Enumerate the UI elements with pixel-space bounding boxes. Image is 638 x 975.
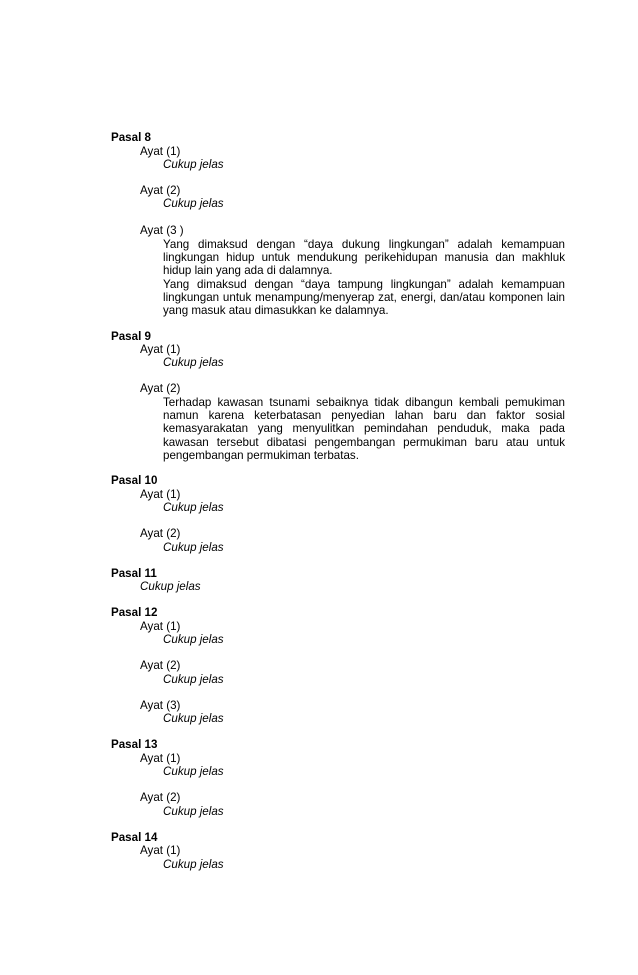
pasal-8-ayat-1-text: Cukup jelas <box>163 158 224 171</box>
pasal-11-text: Cukup jelas <box>140 580 201 593</box>
pasal-9-ayat-2-paragraph: Terhadap kawasan tsunami sebaiknya tidak dibangun kembali pemukiman namun karena keterbatasan penyedian lahan baru dan faktor sosial kemasyarakatan yang menyulitkan pemindahan penduduk, maka pada kawasan tersebut dibatasi pengembangan permukiman baru atau untuk pengembangan permukiman terbatas. <box>163 396 565 462</box>
pasal-9-ayat-1-text: Cukup jelas <box>163 356 224 369</box>
pasal-13-ayat-2-text: Cukup jelas <box>163 805 224 818</box>
pasal-14-ayat-1-label: Ayat (1) <box>140 844 181 857</box>
pasal-10-ayat-2-label: Ayat (2) <box>140 527 181 540</box>
pasal-10-ayat-1-label: Ayat (1) <box>140 488 181 501</box>
pasal-10-heading: Pasal 10 <box>111 474 158 487</box>
pasal-12-ayat-3-label: Ayat (3) <box>140 699 181 712</box>
pasal-10-ayat-2-text: Cukup jelas <box>163 541 224 554</box>
pasal-8-ayat-3-paragraph-2: Yang dimaksud dengan “daya tampung lingkungan” adalah kemampuan lingkungan untuk menampung/menyerap zat, energi, dan/atau komponen lain yang masuk atau dimasukkan ke dalamnya. <box>163 278 565 318</box>
pasal-8-ayat-3-label: Ayat (3 ) <box>140 224 184 237</box>
pasal-9-heading: Pasal 9 <box>111 330 151 343</box>
pasal-14-ayat-1-text: Cukup jelas <box>163 858 224 871</box>
pasal-12-ayat-2-label: Ayat (2) <box>140 659 181 672</box>
pasal-13-ayat-1-label: Ayat (1) <box>140 752 181 765</box>
pasal-12-ayat-2-text: Cukup jelas <box>163 673 224 686</box>
pasal-13-ayat-2-label: Ayat (2) <box>140 791 181 804</box>
pasal-14-heading: Pasal 14 <box>111 831 158 844</box>
pasal-12-ayat-3-text: Cukup jelas <box>163 712 224 725</box>
pasal-8-heading: Pasal 8 <box>111 131 151 144</box>
pasal-9-ayat-2-label: Ayat (2) <box>140 382 181 395</box>
pasal-9-ayat-1-label: Ayat (1) <box>140 343 181 356</box>
pasal-12-ayat-1-label: Ayat (1) <box>140 620 181 633</box>
pasal-8-ayat-3-paragraph-1: Yang dimaksud dengan “daya dukung lingkungan” adalah kemampuan lingkungan hidup untuk mendukung perikehidupan manusia dan makhluk hidup lain yang ada di dalamnya. <box>163 238 565 278</box>
pasal-12-ayat-1-text: Cukup jelas <box>163 633 224 646</box>
pasal-10-ayat-1-text: Cukup jelas <box>163 501 224 514</box>
pasal-8-ayat-2-label: Ayat (2) <box>140 184 181 197</box>
pasal-13-heading: Pasal 13 <box>111 738 158 751</box>
pasal-12-heading: Pasal 12 <box>111 606 158 619</box>
pasal-8-ayat-2-text: Cukup jelas <box>163 197 224 210</box>
pasal-8-ayat-1-label: Ayat (1) <box>140 145 181 158</box>
pasal-11-heading: Pasal 11 <box>111 567 157 580</box>
pasal-13-ayat-1-text: Cukup jelas <box>163 765 224 778</box>
